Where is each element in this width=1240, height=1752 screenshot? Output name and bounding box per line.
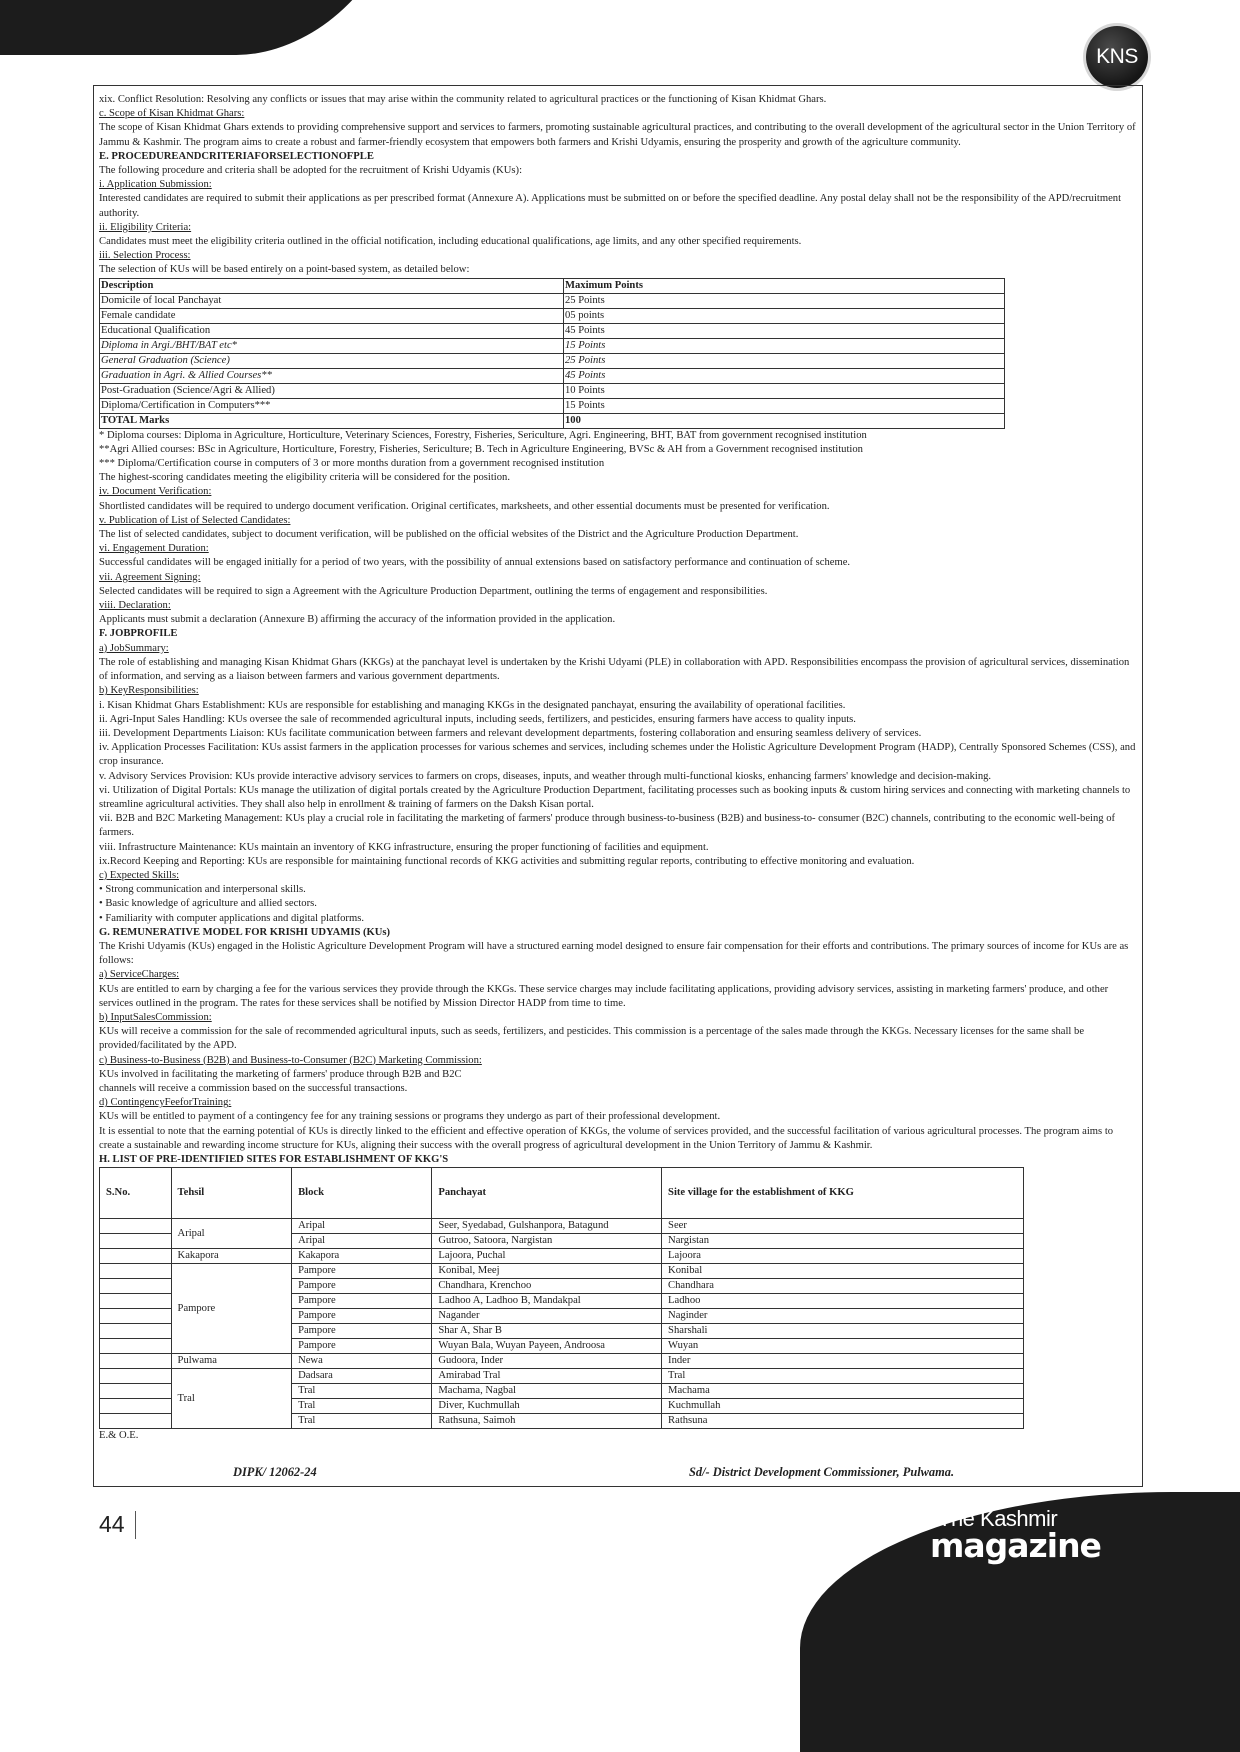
paragraph: iv. Application Processes Facilitation: KUs assist farmers in the application processes for various schemes and services, including schemes under the Holistic Agriculture Development Program (HADP), Centrally Sponsored Schemes (CSS), and crop insurance. bbox=[99, 742, 1136, 768]
site-village-cell: Seer bbox=[662, 1219, 1024, 1234]
site-village-cell: Chandhara bbox=[662, 1279, 1024, 1294]
panchayat-cell: Seer, Syedabad, Gulshanpora, Batagund bbox=[432, 1219, 662, 1234]
block-cell: Aripal bbox=[292, 1234, 432, 1249]
panchayat-cell: Amirabad Tral bbox=[432, 1369, 662, 1384]
site-village-cell: Kuchmullah bbox=[662, 1399, 1024, 1414]
paragraph: *** Diploma/Certification course in computers of 3 or more months duration from a government recognised institution bbox=[99, 458, 605, 470]
panchayat-cell: Chandhara, Krenchoo bbox=[432, 1279, 662, 1294]
subheading: v. Publication of List of Selected Candidates: bbox=[99, 514, 291, 526]
points-table bbox=[99, 278, 1005, 429]
paragraph: The selection of KUs will be based entirely on a point-based system, as detailed below: bbox=[99, 264, 470, 276]
tehsil-cell: Kakapora bbox=[171, 1249, 292, 1264]
subheading: c) Business-to-Business (B2B) and Business-to-Consumer (B2C) Marketing Commission: bbox=[99, 1054, 482, 1066]
block-cell: Kakapora bbox=[292, 1249, 432, 1264]
sno-cell bbox=[100, 1264, 172, 1279]
description-cell: Female candidate bbox=[100, 308, 564, 323]
tehsil-cell: Aripal bbox=[171, 1219, 292, 1249]
paragraph: The following procedure and criteria shall be adopted for the recruitment of Krishi Udyamis (KUs): bbox=[99, 165, 523, 177]
points-cell: 45 Points bbox=[564, 368, 1005, 383]
page-number-divider bbox=[135, 1511, 136, 1539]
table-row bbox=[100, 308, 1005, 323]
sno-cell bbox=[100, 1234, 172, 1249]
subheading: iii. Selection Process: bbox=[99, 250, 191, 262]
description-cell: TOTAL Marks bbox=[100, 413, 564, 428]
block-cell: Tral bbox=[292, 1399, 432, 1414]
paragraph: KUs involved in facilitating the marketing of farmers' produce through B2B and B2C bbox=[99, 1068, 462, 1080]
points-cell: 25 Points bbox=[564, 353, 1005, 368]
panchayat-cell: Nagander bbox=[432, 1309, 662, 1324]
text-block-mid bbox=[99, 429, 1139, 1168]
header-cell: S.No. bbox=[100, 1168, 172, 1219]
dipk-number: DIPK/ 12062-24 bbox=[233, 1465, 317, 1479]
paragraph: The Krishi Udyamis (KUs) engaged in the Holistic Agriculture Development Program will have a structured earning model designed to ensure fair compensation for their efforts and contributions. The primary sources of income for KUs are as follows: bbox=[99, 940, 1129, 967]
section-heading: E. PROCEDUREANDCRITERIAFORSELECTIONOFPLE bbox=[99, 150, 374, 162]
block-cell: Pampore bbox=[292, 1339, 432, 1354]
header-cell: Panchayat bbox=[432, 1168, 662, 1219]
block-cell: Pampore bbox=[292, 1324, 432, 1339]
paragraph: The role of establishing and managing Kisan Khidmat Ghars (KKGs) at the panchayat level is undertaken by the Krishi Udyami (PLE) in collaboration with APD. Responsibilities encompass the provision of agricultural services, dissemination of information, and serving as a liaison between farmers and various government departments. bbox=[99, 656, 1130, 683]
subheading: c) Expected Skills: bbox=[99, 869, 180, 881]
paragraph: ii. Agri-Input Sales Handling: KUs oversee the sale of recommended agricultural inputs, including seeds, fertilizers, and pesticides, ensuring farmers have access to quality inputs. bbox=[99, 713, 856, 725]
site-village-cell: Lajoora bbox=[662, 1249, 1024, 1264]
sno-cell bbox=[100, 1384, 172, 1399]
sno-cell bbox=[100, 1279, 172, 1294]
block-cell: Dadsara bbox=[292, 1369, 432, 1384]
panchayat-cell: Lajoora, Puchal bbox=[432, 1249, 662, 1264]
description-cell: General Graduation (Science) bbox=[100, 353, 564, 368]
notice-content bbox=[99, 93, 1139, 1443]
section-heading: G. REMUNERATIVE MODEL FOR KRISHI UDYAMIS (KUs) bbox=[99, 926, 391, 938]
panchayat-cell: Ladhoo A, Ladhoo B, Mandakpal bbox=[432, 1294, 662, 1309]
description-cell: Domicile of local Panchayat bbox=[100, 293, 564, 308]
paragraph: The scope of Kisan Khidmat Ghars extends to providing comprehensive support and services to farmers, promoting sustainable agricultural practices, and contributing to the overall development of the agricultural sector in the Union Territory of Jammu & Kashmir. The program aims to create a robust and farmer-friendly ecosystem that empowers both farmers and Krishi Udyamis, ensuring the prosperity and growth of the agriculture community. bbox=[99, 122, 1136, 148]
sno-cell bbox=[100, 1399, 172, 1414]
block-cell: Tral bbox=[292, 1414, 432, 1429]
paragraph: i. Kisan Khidmat Ghars Establishment: KUs are responsible for establishing and managing KKGs in the designated panchayat, ensuring the availability of operational facilities. bbox=[99, 699, 846, 711]
subheading: vii. Agreement Signing: bbox=[99, 571, 201, 583]
site-village-cell: Nargistan bbox=[662, 1234, 1024, 1249]
paragraph: **Agri Allied courses: BSc in Agriculture, Horticulture, Forestry, Fisheries, Sericulture; B. Tech in Agriculture Engineering, BVSc & AH from a Government recognised institution bbox=[99, 443, 863, 455]
header-cell: Tehsil bbox=[171, 1168, 292, 1219]
block-cell: Aripal bbox=[292, 1219, 432, 1234]
block-cell: Pampore bbox=[292, 1264, 432, 1279]
table-row bbox=[100, 1369, 1024, 1384]
header-cell: Block bbox=[292, 1168, 432, 1219]
sno-cell bbox=[100, 1309, 172, 1324]
table-row bbox=[100, 323, 1005, 338]
paragraph: viii. Infrastructure Maintenance: KUs maintain an inventory of KKG infrastructure, ensuring the proper functioning of facilities and equipment. bbox=[99, 841, 709, 853]
description-cell: Graduation in Agri. & Allied Courses** bbox=[100, 368, 564, 383]
paragraph: vi. Utilization of Digital Portals: KUs manage the utilization of digital portals created by the Agriculture Production Department, facilitating processes such as booking inputs & custom hiring services and connecting with marketing channels to streamline agricultural activities. They shall also help in enrollment & training of farmers on the Daksh Kisan portal. bbox=[99, 784, 1131, 810]
section-heading: H. LIST OF PRE-IDENTIFIED SITES FOR ESTABLISHMENT OF KKG'S bbox=[99, 1154, 449, 1165]
site-village-cell: Sharshali bbox=[662, 1324, 1024, 1339]
table-row bbox=[100, 338, 1005, 353]
paragraph: KUs will receive a commission for the sale of recommended agricultural inputs, such as seeds, fertilizers, and pesticides. This commission is a percentage of the sales made through the KKGs. Necessary licenses for the same shall be provided/facilitated by the APD. bbox=[99, 1026, 1085, 1052]
paragraph: Interested candidates are required to submit their applications as per prescribed format (Annexure A). Applications must be submitted on or before the specified deadline. Any postal delay shall not be the responsibility of the APD/recruitment authority. bbox=[99, 193, 1122, 219]
paragraph: ix.Record Keeping and Reporting: KUs are responsible for maintaining functional records of KKG activities and submitting regular reports, contributing to effective monitoring and evaluation. bbox=[99, 855, 915, 867]
panchayat-cell: Rathsuna, Saimoh bbox=[432, 1414, 662, 1429]
paragraph: * Diploma courses: Diploma in Agriculture, Horticulture, Veterinary Sciences, Forestry, Fisheries, Sericulture, Agri. Engineering, BHT, BAT from government recognised institution bbox=[99, 429, 867, 441]
points-cell: 100 bbox=[564, 413, 1005, 428]
paragraph: channels will receive a commission based on the successful transactions. bbox=[99, 1082, 408, 1094]
description-cell: Diploma/Certification in Computers*** bbox=[100, 398, 564, 413]
paragraph: Shortlisted candidates will be required to undergo document verification. Original certificates, marksheets, and other essential documents must be presented for verification. bbox=[99, 500, 830, 512]
table-row bbox=[100, 293, 1005, 308]
sno-cell bbox=[100, 1324, 172, 1339]
site-village-cell: Inder bbox=[662, 1354, 1024, 1369]
site-village-cell: Naginder bbox=[662, 1309, 1024, 1324]
paragraph: Selected candidates will be required to sign a Agreement with the Agriculture Production Department, outlining the terms of engagement and responsibilities. bbox=[99, 585, 768, 597]
sno-cell bbox=[100, 1294, 172, 1309]
subheading: iv. Document Verification: bbox=[99, 486, 212, 498]
tehsil-cell: Pampore bbox=[171, 1264, 292, 1354]
header-cell: Description bbox=[100, 278, 564, 293]
page-number: 44 bbox=[99, 1511, 125, 1537]
subheading: d) ContingencyFeeforTraining: bbox=[99, 1097, 232, 1109]
description-cell: Educational Qualification bbox=[100, 323, 564, 338]
sno-cell bbox=[100, 1249, 172, 1264]
site-village-cell: Ladhoo bbox=[662, 1294, 1024, 1309]
sno-cell bbox=[100, 1339, 172, 1354]
points-table-header bbox=[100, 278, 1005, 293]
table-row bbox=[100, 1219, 1024, 1234]
block-cell: Pampore bbox=[292, 1279, 432, 1294]
signatory: Sd/- District Development Commissioner, Pulwama. bbox=[689, 1465, 955, 1479]
table-row bbox=[100, 383, 1005, 398]
subheading: b) InputSalesCommission: bbox=[99, 1011, 212, 1023]
paragraph: Applicants must submit a declaration (Annexure B) affirming the accuracy of the information provided in the application. bbox=[99, 614, 616, 626]
paragraph: iii. Development Departments Liaison: KUs facilitate communication between farmers and relevant development departments, fostering collaboration and ensuring seamless delivery of services. bbox=[99, 727, 922, 739]
site-village-cell: Tral bbox=[662, 1369, 1024, 1384]
subheading: a) JobSummary: bbox=[99, 642, 169, 654]
table-row bbox=[100, 1249, 1024, 1264]
points-cell: 10 Points bbox=[564, 383, 1005, 398]
magazine-logo-the-kashmir: The Kashmir bbox=[938, 1506, 1058, 1531]
paragraph: • Familiarity with computer applications and digital platforms. bbox=[99, 912, 364, 924]
paragraph: KUs will be entitled to payment of a contingency fee for any training sessions or programs they undergo as part of their professional development. bbox=[99, 1111, 721, 1123]
points-cell: 25 Points bbox=[564, 293, 1005, 308]
site-village-cell: Konibal bbox=[662, 1264, 1024, 1279]
header-cell: Site village for the establishment of KKG bbox=[662, 1168, 1024, 1219]
subheading: ii. Eligibility Criteria: bbox=[99, 221, 192, 233]
magazine-logo-name: magazine bbox=[930, 1526, 1101, 1565]
kns-logo: KNS bbox=[1086, 26, 1148, 88]
paragraph: • Strong communication and interpersonal skills. bbox=[99, 884, 306, 896]
sno-cell bbox=[100, 1414, 172, 1429]
description-cell: Post-Graduation (Science/Agri & Allied) bbox=[100, 383, 564, 398]
tehsil-cell: Tral bbox=[171, 1369, 292, 1429]
sno-cell bbox=[100, 1354, 172, 1369]
paragraph: Successful candidates will be engaged initially for a period of two years, with the possibility of annual extensions based on satisfactory performance and continuation of scheme. bbox=[99, 557, 851, 569]
panchayat-cell: Wuyan Bala, Wuyan Payeen, Androosa bbox=[432, 1339, 662, 1354]
table-row bbox=[100, 1354, 1024, 1369]
section-heading: F. JOBPROFILE bbox=[99, 628, 178, 640]
sno-cell bbox=[100, 1369, 172, 1384]
site-village-cell: Wuyan bbox=[662, 1339, 1024, 1354]
paragraph: v. Advisory Services Provision: KUs provide interactive advisory services to farmers on crops, diseases, inputs, and weather through multi-functional kiosks, enhancing farmers' knowledge and decision-making. bbox=[99, 770, 992, 782]
paragraph: The list of selected candidates, subject to document verification, will be published on the official websites of the District and the Agriculture Production Department. bbox=[99, 529, 799, 541]
paragraph: The highest-scoring candidates meeting the eligibility criteria will be considered for the position. bbox=[99, 472, 510, 484]
header-cell: Maximum Points bbox=[564, 278, 1005, 293]
description-cell: Diploma in Argi./BHT/BAT etc* bbox=[100, 338, 564, 353]
table-row bbox=[100, 413, 1005, 428]
panchayat-cell: Gudoora, Inder bbox=[432, 1354, 662, 1369]
subheading: a) ServiceCharges: bbox=[99, 969, 180, 981]
tehsil-cell: Pulwama bbox=[171, 1354, 292, 1369]
points-cell: 15 Points bbox=[564, 338, 1005, 353]
panchayat-cell: Diver, Kuchmullah bbox=[432, 1399, 662, 1414]
paragraph: It is essential to note that the earning potential of KUs is directly linked to the efficient and effective operation of KKGs, the volume of services provided, and the successful facilitation of various agricultural processes. The program aims to create a sustainable and rewarding income structure for KUs, aligning their success with the overall progress of agricultural development in the Union Territory of Jammu & Kashmir. bbox=[99, 1125, 1114, 1151]
panchayat-cell: Machama, Nagbal bbox=[432, 1384, 662, 1399]
table-row bbox=[100, 398, 1005, 413]
eoe-note: E.& O.E. bbox=[99, 1430, 139, 1442]
block-cell: Tral bbox=[292, 1384, 432, 1399]
sites-table bbox=[99, 1167, 1024, 1429]
paragraph: KUs are entitled to earn by charging a fee for the various services they provide through the KKGs. These service charges may include facilitating applications, providing advisory services, assisting in marketing farmers' produce, and other services outlined in the program. The rates for these services shall be notified by Mission Director HADP from time to time. bbox=[99, 983, 1109, 1009]
subheading: viii. Declaration: bbox=[99, 600, 171, 612]
points-cell: 05 points bbox=[564, 308, 1005, 323]
block-cell: Pampore bbox=[292, 1294, 432, 1309]
subheading: c. Scope of Kisan Khidmat Ghars: bbox=[99, 108, 245, 120]
paragraph: vii. B2B and B2C Marketing Management: KUs play a crucial role in facilitating the marketing of farmers' produce through business-to-business (B2B) and business-to- consumer (B2C) channels, contributing to the economic well-being of farmers. bbox=[99, 813, 1116, 839]
subheading: i. Application Submission: bbox=[99, 179, 212, 191]
paragraph: Candidates must meet the eligibility criteria outlined in the official notification, including educational qualifications, age limits, and any other specified requirements. bbox=[99, 236, 802, 248]
site-village-cell: Rathsuna bbox=[662, 1414, 1024, 1429]
block-cell: Pampore bbox=[292, 1309, 432, 1324]
table-row bbox=[100, 353, 1005, 368]
text-block-top bbox=[99, 93, 1139, 278]
points-cell: 45 Points bbox=[564, 323, 1005, 338]
panchayat-cell: Konibal, Meej bbox=[432, 1264, 662, 1279]
sno-cell bbox=[100, 1219, 172, 1234]
paragraph: • Basic knowledge of agriculture and allied sectors. bbox=[99, 898, 317, 910]
block-cell: Newa bbox=[292, 1354, 432, 1369]
sites-table-header bbox=[100, 1168, 1024, 1219]
paragraph: xix. Conflict Resolution: Resolving any conflicts or issues that may arise within the community related to agricultural practices or the functioning of Kisan Khidmat Ghars. bbox=[99, 94, 827, 105]
panchayat-cell: Shar A, Shar B bbox=[432, 1324, 662, 1339]
points-cell: 15 Points bbox=[564, 398, 1005, 413]
table-row bbox=[100, 1264, 1024, 1279]
corner-decoration-top-left bbox=[0, 0, 389, 55]
site-village-cell: Machama bbox=[662, 1384, 1024, 1399]
table-row bbox=[100, 368, 1005, 383]
subheading: vi. Engagement Duration: bbox=[99, 543, 209, 555]
panchayat-cell: Gutroo, Satoora, Nargistan bbox=[432, 1234, 662, 1249]
subheading: b) KeyResponsibilities: bbox=[99, 685, 199, 697]
